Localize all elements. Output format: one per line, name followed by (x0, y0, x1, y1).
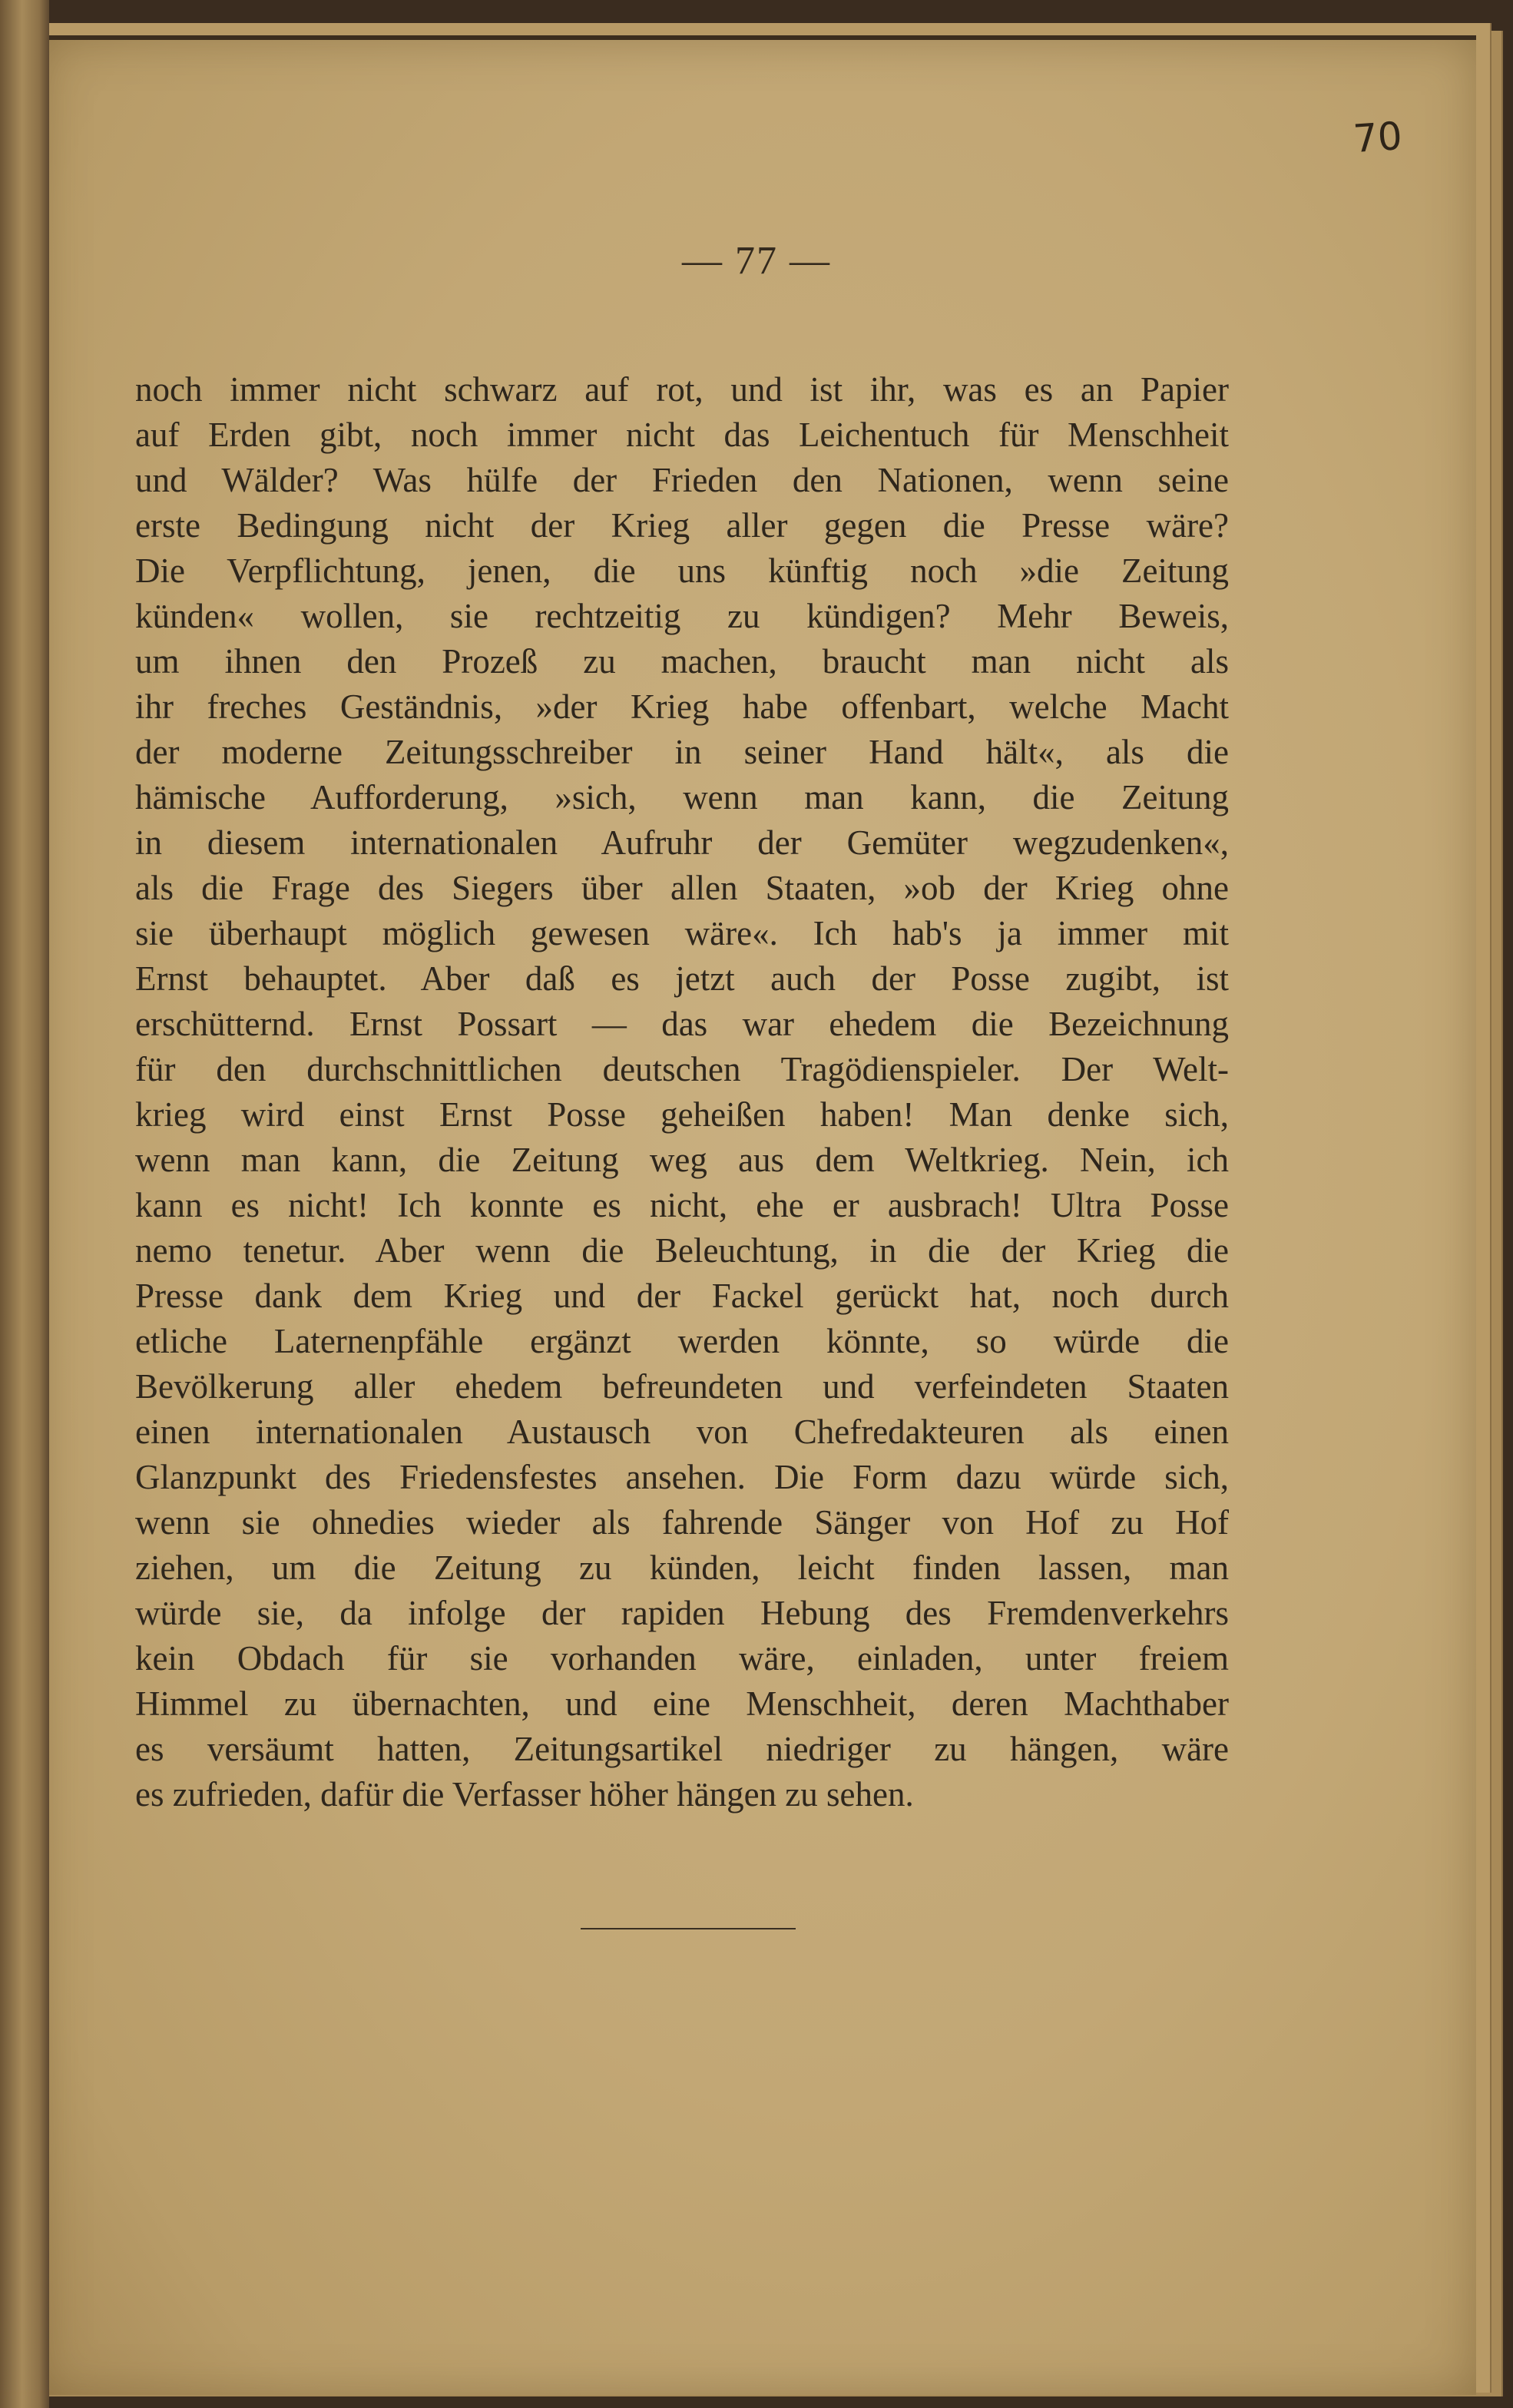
text-line: für den durchschnittlichen deutschen Tragödienspieler. Der Welt- (135, 1050, 1229, 1088)
section-divider (581, 1928, 796, 1929)
text-line: Glanzpunkt des Friedensfestes ansehen. Die Form dazu würde sich, (135, 1458, 1229, 1496)
text-line: es zufrieden, dafür die Verfasser höher hängen zu sehen. (135, 1775, 914, 1813)
text-line: als die Frage des Siegers über allen Staaten, »ob der Krieg ohne (135, 869, 1229, 907)
text-line: ziehen, um die Zeitung zu künden, leicht finden lassen, man (135, 1548, 1229, 1587)
text-line: hämische Aufforderung, »sich, wenn man kann, die Zeitung (135, 778, 1229, 816)
text-line: wenn man kann, die Zeitung weg aus dem Weltkrieg. Nein, ich (135, 1141, 1229, 1179)
text-line: in diesem internationalen Aufruhr der Gemüter wegzudenken«, (135, 823, 1229, 862)
text-line: ihr freches Geständnis, »der Krieg habe offenbart, welche Macht (135, 687, 1229, 726)
text-line: und Wälder? Was hülfe der Frieden den Nationen, wenn seine (135, 461, 1229, 499)
text-line: erschütternd. Ernst Possart — das war ehedem die Bezeichnung (135, 1005, 1229, 1043)
text-line: auf Erden gibt, noch immer nicht das Leichentuch für Menschheit (135, 416, 1229, 454)
text-line: noch immer nicht schwarz auf rot, und ist ihr, was es an Papier (135, 370, 1229, 409)
text-line: krieg wird einst Ernst Posse geheißen haben! Man denke sich, (135, 1095, 1229, 1134)
text-line: kann es nicht! Ich konnte es nicht, ehe er ausbrach! Ultra Posse (135, 1186, 1229, 1224)
text-line: um ihnen den Prozeß zu machen, braucht man nicht als (135, 642, 1229, 681)
text-line: würde sie, da infolge der rapiden Hebung des Fremdenverkehrs (135, 1594, 1229, 1632)
text-line: Presse dank dem Krieg und der Fackel gerückt hat, noch durch (135, 1277, 1229, 1315)
text-line: erste Bedingung nicht der Krieg aller gegen die Presse wäre? (135, 506, 1229, 545)
text-line: es versäumt hatten, Zeitungsartikel niedriger zu hängen, wäre (135, 1730, 1229, 1768)
text-line: Die Verpflichtung, jenen, die uns künftig noch »die Zeitung (135, 551, 1229, 590)
folio-mark: 70 (1352, 113, 1404, 162)
book-binding (0, 0, 49, 2408)
text-line: einen internationalen Austausch von Chefredakteuren als einen (135, 1413, 1229, 1451)
text-line: Himmel zu übernachten, und eine Menschheit, deren Machthaber (135, 1684, 1229, 1723)
page-number: — 77 — (682, 239, 831, 283)
text-line: Ernst behauptet. Aber daß es jetzt auch der Posse zugibt, ist (135, 959, 1229, 998)
text-line: der moderne Zeitungsschreiber in seiner Hand hält«, als die (135, 733, 1229, 771)
text-line: etliche Laternenpfähle ergänzt werden könnte, so würde die (135, 1322, 1229, 1360)
text-line: nemo tenetur. Aber wenn die Beleuchtung, in die der Krieg die (135, 1231, 1229, 1270)
body-text (135, 367, 1229, 1817)
text-line: Bevölkerung aller ehedem befreundeten und verfeindeten Staaten (135, 1367, 1229, 1406)
text-line: künden« wollen, sie rechtzeitig zu kündigen? Mehr Beweis, (135, 597, 1229, 635)
text-line: wenn sie ohnedies wieder als fahrende Sänger von Hof zu Hof (135, 1503, 1229, 1542)
text-line: kein Obdach für sie vorhanden wäre, einladen, unter freiem (135, 1639, 1229, 1678)
text-line: sie überhaupt möglich gewesen wäre«. Ich hab's ja immer mit (135, 914, 1229, 952)
